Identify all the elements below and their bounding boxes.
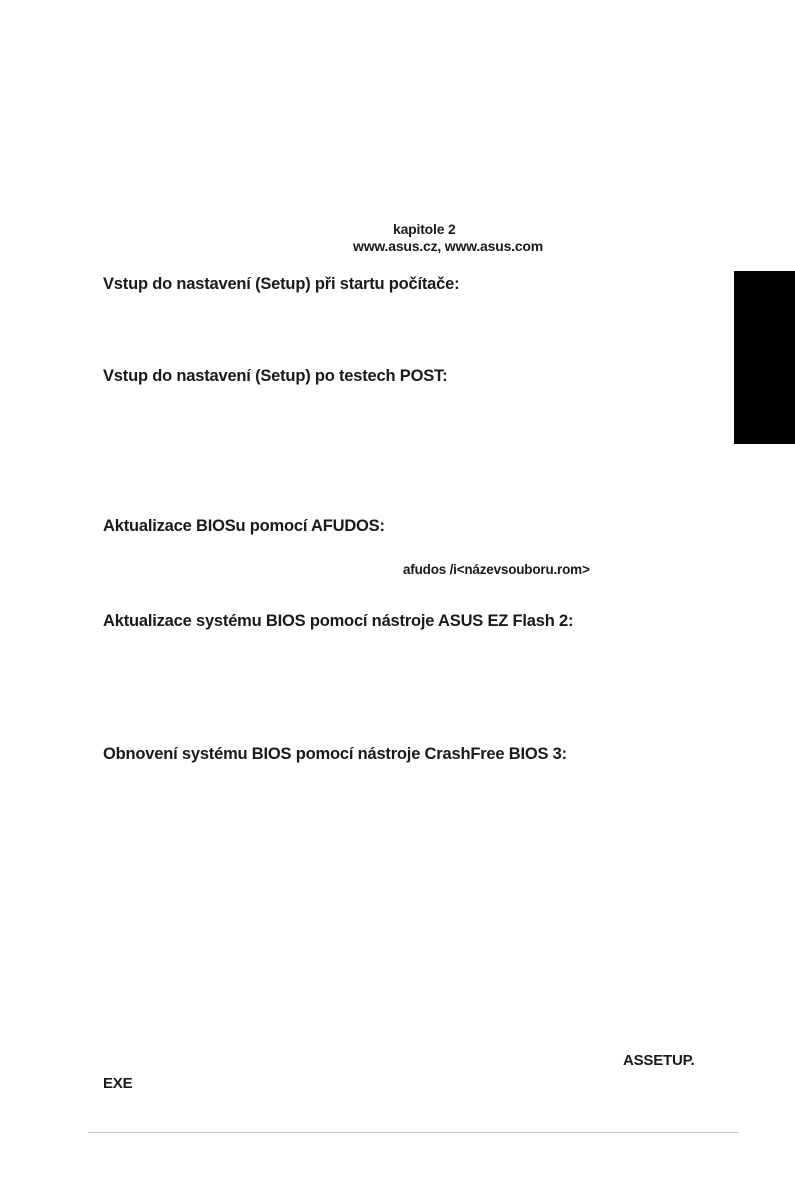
heading-ez-flash-update: Aktualizace systému BIOS pomocí nástroje ASUS EZ Flash 2:: [103, 612, 574, 630]
assetup-filename-part2: EXE: [103, 1075, 133, 1092]
assetup-filename-part1: ASSETUP.: [623, 1052, 695, 1069]
afudos-command: afudos /i<názevsouboru.rom>: [403, 562, 590, 577]
heading-afudos-update: Aktualizace BIOSu pomocí AFUDOS:: [103, 517, 385, 535]
heading-setup-after-post: Vstup do nastavení (Setup) po testech POST:: [103, 367, 448, 385]
website-reference: www.asus.cz, www.asus.com: [353, 238, 544, 254]
footer-divider: [88, 1132, 738, 1133]
heading-crashfree-restore: Obnovení systému BIOS pomocí nástroje CrashFree BIOS 3:: [103, 745, 567, 763]
chapter-reference: kapitole 2: [393, 221, 456, 237]
heading-setup-at-startup: Vstup do nastavení (Setup) při startu počítače:: [103, 275, 460, 293]
language-side-tab: [734, 271, 795, 444]
